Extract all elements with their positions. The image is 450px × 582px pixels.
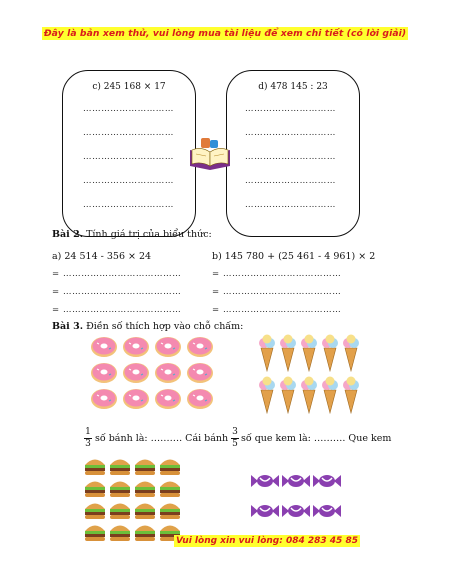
answer-line: ………………………… (245, 152, 336, 162)
bai2-heading-rest: Tính giá trị của biểu thức: (86, 229, 212, 240)
exercise-box-d (226, 70, 360, 237)
ice-cream-icon (342, 376, 360, 414)
candy-icon (250, 472, 280, 490)
bai3-heading: Bài 3. (52, 321, 84, 332)
exercise-box-c (62, 70, 196, 237)
donut-icon (186, 336, 214, 358)
donut-icon (122, 336, 150, 358)
ice-cream-icon (279, 376, 297, 414)
candy-icon (312, 502, 342, 520)
fraction-denominator: 3 (85, 439, 91, 449)
candy-grid (250, 472, 342, 527)
candy-icon (250, 502, 280, 520)
frac2-text: số que kem là: ………. Que kem (241, 433, 392, 444)
donut-icon (90, 336, 118, 358)
answer-line: ………………………… (245, 104, 336, 114)
donut-grid (90, 336, 220, 416)
burger-icon (134, 500, 156, 520)
donut-icon (186, 362, 214, 384)
answer-line: = ………………………………… (52, 287, 182, 297)
preview-banner: Đây là bản xem thử, vui lòng mua tài liệu để xem chi tiết (có lời giải) (43, 28, 407, 39)
fraction-denominator: 5 (232, 439, 238, 449)
donut-icon (154, 362, 182, 384)
fraction-one-third (84, 428, 92, 449)
fraction-numerator: 3 (232, 427, 238, 437)
ice-cream-icon (279, 334, 297, 372)
candy-icon (281, 502, 311, 520)
answer-line: = ………………………………… (52, 305, 182, 315)
answer-line: = ………………………………… (212, 287, 342, 297)
burger-icon (134, 522, 156, 542)
burger-icon (84, 500, 106, 520)
burger-icon (84, 456, 106, 476)
burger-icon (109, 500, 131, 520)
frac1-text: số bánh là: ………. Cái bánh (95, 433, 229, 444)
donut-icon (154, 388, 182, 410)
burger-icon (159, 478, 181, 498)
answer-line: ………………………… (83, 200, 174, 210)
answer-line: ………………………… (83, 176, 174, 186)
answer-line: = ………………………………… (212, 269, 342, 279)
donut-icon (154, 336, 182, 358)
burger-icon (134, 456, 156, 476)
open-book-icon (186, 136, 234, 172)
answer-line: ………………………… (83, 104, 174, 114)
answer-line: = ………………………………… (52, 269, 182, 279)
burger-icon (109, 522, 131, 542)
burger-icon (109, 478, 131, 498)
donut-icon (122, 362, 150, 384)
candy-icon (312, 472, 342, 490)
ice-cream-icon (342, 334, 360, 372)
ice-cream-icon (300, 376, 318, 414)
answer-line: ………………………… (245, 200, 336, 210)
fraction-three-fifths (231, 428, 239, 449)
bai2-heading-row (52, 229, 212, 240)
ice-cream-icon (321, 376, 339, 414)
burger-icon (159, 456, 181, 476)
donut-icon (90, 388, 118, 410)
bai2-heading: Bài 2. (52, 229, 84, 240)
burger-icon (134, 478, 156, 498)
burger-icon (109, 456, 131, 476)
answer-line: ………………………… (83, 128, 174, 138)
bai2-right-expression: b) 145 780 + (25 461 - 4 961) × 2 (212, 251, 376, 262)
bai3-heading-rest: Điền số thích hợp vào chỗ chấm: (86, 321, 244, 332)
bai3-heading-row (52, 321, 243, 332)
box-c-title: c) 245 168 × 17 (92, 82, 166, 92)
burger-icon (84, 522, 106, 542)
ice-cream-icon (258, 376, 276, 414)
ice-cream-icon (258, 334, 276, 372)
ice-cream-grid (258, 334, 368, 416)
answer-line: ………………………… (83, 152, 174, 162)
candy-icon (281, 472, 311, 490)
answer-line: = ………………………………… (212, 305, 342, 315)
footer-contact: Vui lòng xin vui lòng: 084 283 45 85 (176, 536, 358, 546)
box-d-title: d) 478 145 : 23 (258, 82, 328, 92)
answer-line: ………………………… (245, 128, 336, 138)
ice-cream-icon (321, 334, 339, 372)
donut-icon (186, 388, 214, 410)
donut-icon (122, 388, 150, 410)
donut-icon (90, 362, 118, 384)
bai2-left-expression: a) 24 514 - 356 × 24 (52, 251, 152, 262)
fraction-numerator: 1 (85, 427, 91, 437)
burger-grid (84, 456, 184, 546)
answer-line: ………………………… (245, 176, 336, 186)
ice-cream-icon (300, 334, 318, 372)
burger-icon (84, 478, 106, 498)
burger-icon (159, 500, 181, 520)
